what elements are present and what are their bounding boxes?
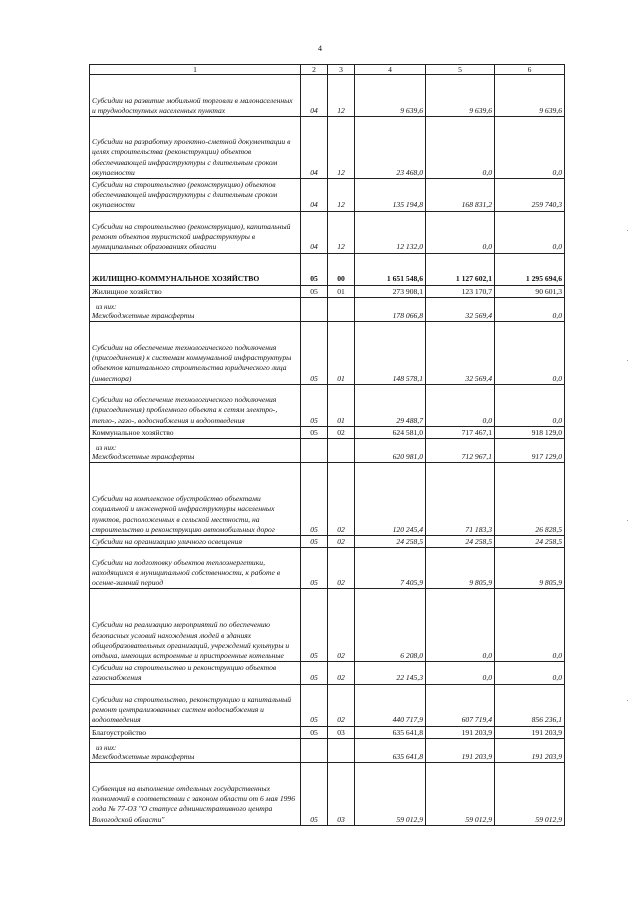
subsection-code: 12 <box>328 179 355 212</box>
table-row <box>90 384 565 426</box>
subsection-code: 12 <box>328 117 355 179</box>
table-row <box>90 589 565 662</box>
table-row <box>90 536 565 548</box>
row-label-cell <box>90 463 301 536</box>
table-row <box>90 117 565 179</box>
value-year-3: 856 236,1 <box>495 684 565 726</box>
row-label: ЖИЛИЩНО-КОММУНАЛЬНОЕ ХОЗЯЙСТВО <box>92 274 260 284</box>
subsection-code: 03 <box>328 726 355 738</box>
value-year-3: 1 295 694,6 <box>495 253 565 285</box>
section-code: 05 <box>301 589 328 662</box>
value-year-2: 0,0 <box>426 117 495 179</box>
subsection-code: 01 <box>328 321 355 384</box>
column-header: 5 <box>426 65 495 75</box>
table-row <box>90 662 565 684</box>
value-year-3: 259 740,3 <box>495 179 565 212</box>
column-header: 2 <box>301 65 328 75</box>
margin-mark <box>627 700 628 701</box>
row-label: Жилищное хозяйство <box>92 286 162 296</box>
row-label-cell <box>90 762 301 825</box>
value-year-2: 123 170,7 <box>426 285 495 297</box>
value-year-3: 9 639,6 <box>495 75 565 117</box>
margin-mark <box>627 360 628 361</box>
value-year-2: 59 012,9 <box>426 762 495 825</box>
section-code: 05 <box>301 463 328 536</box>
row-label-cell <box>90 117 301 179</box>
value-year-2: 0,0 <box>426 211 495 253</box>
subsection-code <box>328 439 355 463</box>
value-year-3: 0,0 <box>495 297 565 321</box>
table-row <box>90 179 565 212</box>
value-year-1: 635 641,8 <box>355 738 426 762</box>
value-year-2: 32 569,4 <box>426 297 495 321</box>
table-row <box>90 738 565 762</box>
row-label: Субсидии на обеспечение технологического подключения (присоединения) к системам коммунальной инфраструктуры объектов капитального строительства юридического лица (инвестора) <box>92 343 292 383</box>
value-year-1: 6 208,0 <box>355 589 426 662</box>
value-year-2: 1 127 602,1 <box>426 253 495 285</box>
row-label-cell <box>90 297 301 321</box>
value-year-2: 0,0 <box>426 589 495 662</box>
value-year-1: 120 245,4 <box>355 463 426 536</box>
value-year-3: 9 805,9 <box>495 548 565 589</box>
row-label: Субсидии на развитие мобильной торговли в малонаселенных и труднодоступных населенных пунктах <box>92 95 293 115</box>
section-code <box>301 738 328 762</box>
value-year-2: 0,0 <box>426 384 495 426</box>
margin-mark <box>627 520 628 521</box>
table-row <box>90 439 565 463</box>
section-code: 04 <box>301 117 328 179</box>
value-year-3: 0,0 <box>495 117 565 179</box>
row-label: Субсидии на строительство (реконструкцию), капитальный ремонт объектов туристской инфраструктуры в муниципальных образованиях области <box>92 222 291 252</box>
value-year-2: 717 467,1 <box>426 426 495 438</box>
subsection-code: 01 <box>328 384 355 426</box>
section-code: 05 <box>301 253 328 285</box>
value-year-2: 191 203,9 <box>426 726 495 738</box>
section-code: 05 <box>301 726 328 738</box>
value-year-1: 23 468,0 <box>355 117 426 179</box>
value-year-1: 7 405,9 <box>355 548 426 589</box>
value-year-1: 24 258,5 <box>355 536 426 548</box>
row-label: Субсидии на строительство, реконструкцию и капитальный ремонт централизованных систем водоснабжения и водоотведения <box>92 695 292 725</box>
row-label-cell <box>90 179 301 212</box>
value-year-3: 24 258,5 <box>495 536 565 548</box>
section-code: 05 <box>301 548 328 589</box>
column-header: 6 <box>495 65 565 75</box>
row-label-cell <box>90 684 301 726</box>
row-label-cell <box>90 384 301 426</box>
value-year-3: 191 203,9 <box>495 738 565 762</box>
subsection-code: 01 <box>328 285 355 297</box>
subsection-code: 02 <box>328 536 355 548</box>
value-year-3: 26 828,5 <box>495 463 565 536</box>
value-year-1: 135 194,8 <box>355 179 426 212</box>
value-year-3: 59 012,9 <box>495 762 565 825</box>
column-header: 1 <box>90 65 301 75</box>
section-code: 04 <box>301 211 328 253</box>
row-label-cell <box>90 726 301 738</box>
value-year-3: 917 129,0 <box>495 439 565 463</box>
value-year-1: 624 581,0 <box>355 426 426 438</box>
row-label: Межбюджетные трансферты <box>92 751 195 761</box>
value-year-1: 22 145,3 <box>355 662 426 684</box>
subsection-code: 02 <box>328 463 355 536</box>
section-code: 04 <box>301 179 328 212</box>
table-row <box>90 463 565 536</box>
section-code: 05 <box>301 285 328 297</box>
subsection-code: 12 <box>328 75 355 117</box>
subsection-code: 03 <box>328 762 355 825</box>
value-year-3: 0,0 <box>495 384 565 426</box>
table-row <box>90 75 565 117</box>
value-year-3: 191 203,9 <box>495 726 565 738</box>
value-year-2: 32 569,4 <box>426 321 495 384</box>
row-label-cell <box>90 589 301 662</box>
table-row <box>90 426 565 438</box>
page-number: 4 <box>318 44 322 53</box>
section-code: 05 <box>301 384 328 426</box>
value-year-1: 59 012,9 <box>355 762 426 825</box>
section-code: 05 <box>301 762 328 825</box>
value-year-2: 607 719,4 <box>426 684 495 726</box>
row-label: Субсидии на обеспечение технологического подключения (присоединения) проблемного объекта к сетям электро-, тепло-, газо-, водоснабжения и водоотведения <box>92 395 278 425</box>
row-label: Субсидии на разработку проектно-сметной документации в целях строительства (реконструкции) объектов обеспечивающей инфраструктуры с длительным сроком окупаемости <box>92 137 291 177</box>
header-row <box>90 65 565 75</box>
value-year-3: 0,0 <box>495 662 565 684</box>
row-label: Субвенция на выполнение отдельных государственных полномочий в соответствии с законом области от 6 мая 1996 года № 77-ОЗ "О статусе административного центра Вологодской области" <box>92 784 296 824</box>
row-label-cell <box>90 321 301 384</box>
section-code: 05 <box>301 684 328 726</box>
row-label: Межбюджетные трансферты <box>92 451 195 461</box>
table-row <box>90 684 565 726</box>
value-year-1: 178 066,8 <box>355 297 426 321</box>
column-header: 4 <box>355 65 426 75</box>
value-year-1: 440 717,9 <box>355 684 426 726</box>
table-row <box>90 285 565 297</box>
value-year-1: 12 132,0 <box>355 211 426 253</box>
subsection-code: 02 <box>328 589 355 662</box>
value-year-2: 9 639,6 <box>426 75 495 117</box>
subsection-code: 00 <box>328 253 355 285</box>
section-code: 05 <box>301 536 328 548</box>
column-header: 3 <box>328 65 355 75</box>
value-year-1: 620 981,0 <box>355 439 426 463</box>
value-year-1: 635 641,8 <box>355 726 426 738</box>
row-label: Субсидии на подготовку объектов теплоэнергетики, находящихся в муниципальной собственности, к работе в осенне-зимний период <box>92 557 281 588</box>
row-label-cell <box>90 439 301 463</box>
table-row <box>90 762 565 825</box>
value-year-1: 273 908,1 <box>355 285 426 297</box>
value-year-2: 71 183,3 <box>426 463 495 536</box>
row-label: Благоустройство <box>92 727 147 737</box>
value-year-3: 0,0 <box>495 589 565 662</box>
value-year-3: 918 129,0 <box>495 426 565 438</box>
iz-nikh-label: из них: <box>96 302 117 311</box>
value-year-2: 9 805,9 <box>426 548 495 589</box>
value-year-3: 0,0 <box>495 321 565 384</box>
value-year-2: 191 203,9 <box>426 738 495 762</box>
table-row <box>90 548 565 589</box>
table-row <box>90 726 565 738</box>
budget-table <box>89 64 565 826</box>
value-year-2: 712 967,1 <box>426 439 495 463</box>
section-code: 04 <box>301 75 328 117</box>
row-label-cell <box>90 285 301 297</box>
margin-mark <box>627 230 628 231</box>
section-code: 05 <box>301 662 328 684</box>
value-year-1: 1 651 548,6 <box>355 253 426 285</box>
table-row <box>90 253 565 285</box>
table-row <box>90 321 565 384</box>
row-label-cell <box>90 662 301 684</box>
value-year-2: 24 258,5 <box>426 536 495 548</box>
row-label-cell <box>90 426 301 438</box>
row-label-cell <box>90 536 301 548</box>
row-label: Субсидии на строительство и реконструкцию объектов газоснабжения <box>92 663 277 683</box>
subsection-code: 12 <box>328 211 355 253</box>
row-label: Коммунальное хозяйство <box>92 427 174 437</box>
row-label-cell <box>90 738 301 762</box>
value-year-2: 168 831,2 <box>426 179 495 212</box>
value-year-2: 0,0 <box>426 662 495 684</box>
subsection-code <box>328 738 355 762</box>
subsection-code: 02 <box>328 684 355 726</box>
row-label-cell <box>90 253 301 285</box>
subsection-code: 02 <box>328 426 355 438</box>
value-year-1: 9 639,6 <box>355 75 426 117</box>
iz-nikh-label: из них: <box>96 443 117 452</box>
row-label: Субсидии на комплексное обустройство объектами социальной и инженерной инфраструктуры населенных пунктов, расположенных в сельской местности, на строительство и реконструкцию автомобильных дорог <box>92 494 275 534</box>
value-year-1: 29 488,7 <box>355 384 426 426</box>
section-code: 05 <box>301 426 328 438</box>
subsection-code <box>328 297 355 321</box>
row-label-cell <box>90 75 301 117</box>
table-row <box>90 297 565 321</box>
row-label-cell <box>90 211 301 253</box>
subsection-code: 02 <box>328 548 355 589</box>
iz-nikh-label: из них: <box>96 743 117 752</box>
row-label: Субсидии на организацию уличного освещения <box>92 537 242 547</box>
value-year-1: 148 578,1 <box>355 321 426 384</box>
value-year-3: 90 601,3 <box>495 285 565 297</box>
row-label: Межбюджетные трансферты <box>92 310 195 320</box>
section-code: 05 <box>301 321 328 384</box>
section-code <box>301 297 328 321</box>
row-label: Субсидии на реализацию мероприятий по обеспечению безопасных условий нахождения людей в зданиях общеобразовательных организаций, учреждений культуры и отдыха, имеющих встроенные и пристроенные котельные <box>92 620 290 661</box>
section-code <box>301 439 328 463</box>
row-label-cell <box>90 548 301 589</box>
subsection-code: 02 <box>328 662 355 684</box>
row-label: Субсидии на строительство (реконструкцию) объектов обеспечивающей инфраструктуры с длительным сроком окупаемости <box>92 180 278 210</box>
table-row <box>90 211 565 253</box>
value-year-3: 0,0 <box>495 211 565 253</box>
